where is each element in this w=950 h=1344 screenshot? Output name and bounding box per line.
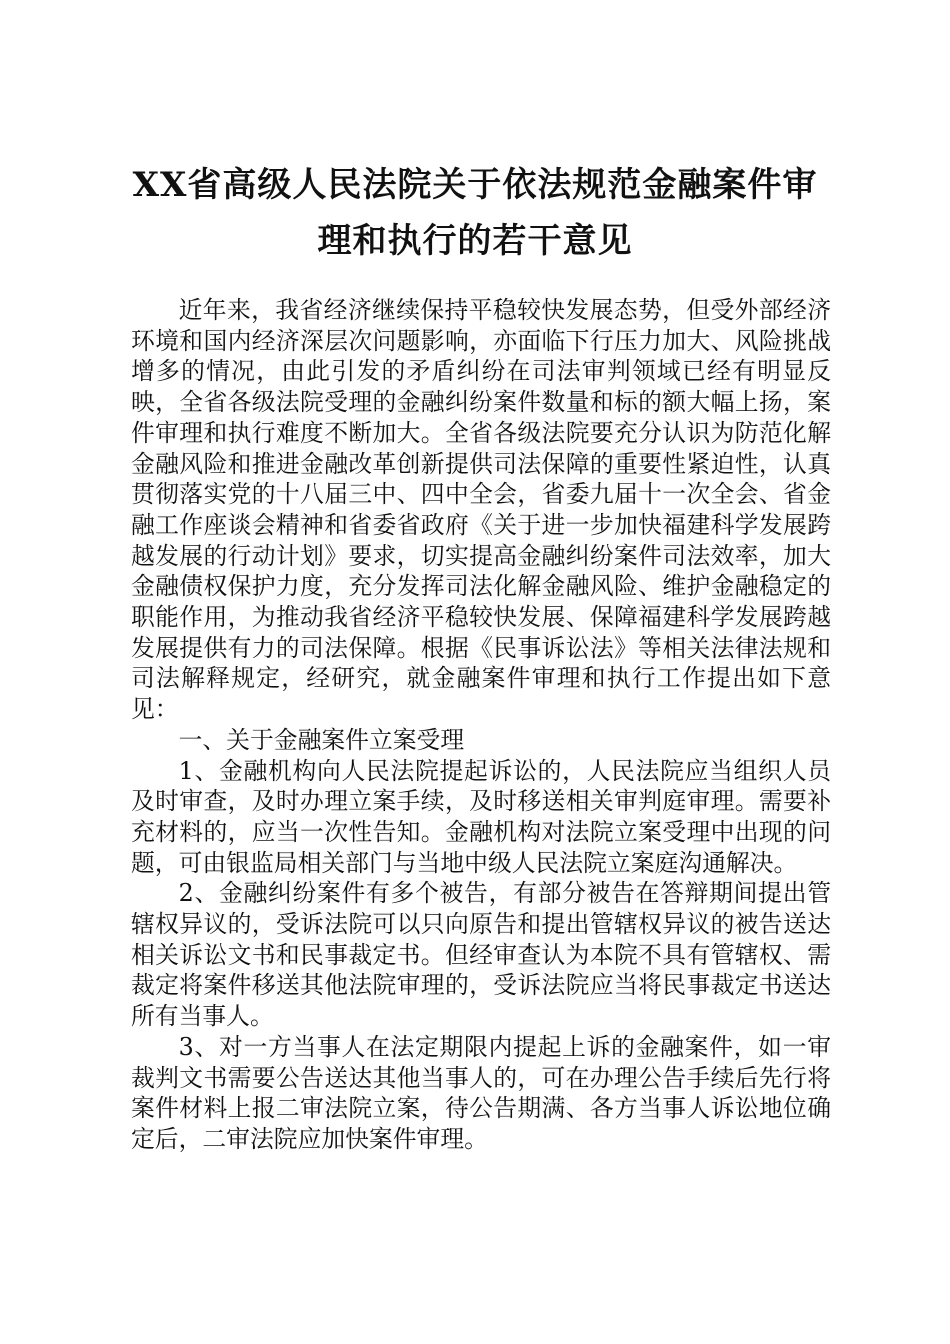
paragraph-intro: 近年来，我省经济继续保持平稳较快发展态势，但受外部经济环境和国内经济深层次问题影响，亦面临下行压力加大、风险挑战增多的情况，由此引发的矛盾纠纷在司法审判领域已经有明显反映，全省各级法院受理的金融纠纷案件数量和标的额大幅上扬，案件审理和执行难度不断加大。全省各级法院要充分认识为防范化解金融风险和推进金融改革创新提供司法保障的重要性紧迫性，认真贯彻落实党的十八届三中、四中全会，省委九届十一次全会、省金融工作座谈会精神和省委省政府《关于进一步加快福建科学发展跨越发展的行动计划》要求，切实提高金融纠纷案件司法效率，加大金融债权保护力度，充分发挥司法化解金融风险、维护金融稳定的职能作用，为推动我省经济平稳较快发展、保障福建科学发展跨越发展提供有力的司法保障。根据《民事诉讼法》等相关法律法规和司法解释规定，经研究，就金融案件审理和执行工作提出如下意见： bbox=[131, 296, 831, 724]
paragraph-item-1: 1、金融机构向人民法院提起诉讼的，人民法院应当组织人员及时审查，及时办理立案手续，及时移送相关审判庭审理。需要补充材料的，应当一次性告知。金融机构对法院立案受理中出现的问题，可由银监局相关部门与当地中级人民法院立案庭沟通解决。 bbox=[131, 756, 831, 877]
document-title-line-1: XX省高级人民法院关于依法规范金融案件审 bbox=[132, 165, 818, 205]
paragraph-item-3: 3、对一方当事人在法定期限内提起上诉的金融案件，如一审裁判文书需要公告送达其他当事人的，可在办理公告手续后先行将案件材料上报二审法院立案，待公告期满、各方当事人诉讼地位确定后，二审法院应加快案件审理。 bbox=[131, 1032, 831, 1153]
paragraph-item-2: 2、金融纠纷案件有多个被告，有部分被告在答辩期间提出管辖权异议的，受诉法院可以只向原告和提出管辖权异议的被告送达相关诉讼文书和民事裁定书。但经审查认为本院不具有管辖权、需裁定将案件移送其他法院审理的，受诉法院应当将民事裁定书送达所有当事人。 bbox=[131, 879, 831, 1031]
document-title-line-2: 理和执行的若干意见 bbox=[317, 221, 633, 261]
document-body bbox=[131, 295, 831, 1155]
section-heading-1: 一、关于金融案件立案受理 bbox=[178, 725, 465, 754]
